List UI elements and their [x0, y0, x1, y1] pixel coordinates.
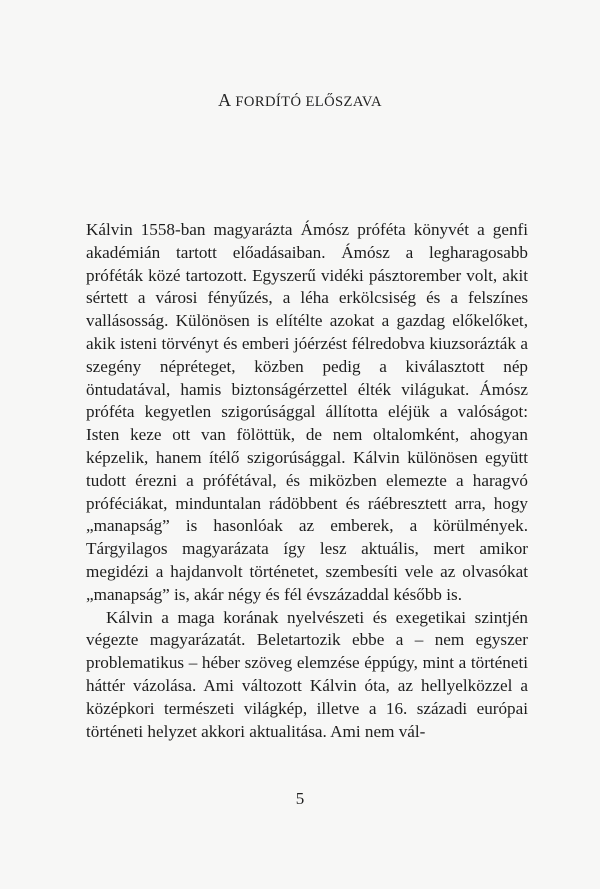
body-text — [86, 219, 528, 743]
paragraph-2: Kálvin a maga korának nyelvészeti és exegetikai szintjén végezte magyarázatát. Beletartozik ebbe a – nem egyszer problematikus – héber szöveg elemzése éppúgy, mint a történeti háttér vázolása. Ami változott Kálvin óta, az hellyelközzel a középkori természeti világkép, illetve a 16. századi európai történeti helyzet akkori aktualitása. Ami nem vál- — [86, 607, 528, 741]
paragraph-1: Kálvin 1558-ban magyarázta Ámósz próféta könyvét a genfi akadémián tartott előadásaiban. Ámósz a legharagosabb próféták közé tartozott. Egyszerű vidéki pásztorember volt, akit sértett a városi fényűzés, a léha erkölcsiség és a felszínes vallásosság. Különösen is elítélte azokat a gazdag előkelőket, akik isteni törvényt és emberi jóérzést félredobva kiuzsorázták a szegény népréteget, közben pedig a kiválasztott nép öntudatával, hamis biztonságérzettel élték világukat. Ámósz próféta kegyetlen szigorúsággal állította eléjük a valóságot: Isten keze ott van fölöttük, de nem oltalomként, ahogyan képzelik, hanem ítélő szigorúsággal. Kálvin különösen együtt tudott érezni a prófétával, és miközben elemezte a haragvó próféciákat, minduntalan rádöbbent és ráébresztett arra, hogy „manapság” is hasonlóak az emberek, a körülmények. Tárgyilagos magyarázata így lesz aktuális, mert amikor megidézi a hajdanvolt történetet, szembesíti vele az olvasókat „manapság” is, akár négy és fél évszázaddal később is. — [86, 220, 528, 604]
page-number: 5 — [295, 789, 305, 808]
chapter-title-rest: FORDÍTÓ ELŐSZAVA — [235, 94, 382, 110]
chapter-title-initial: A — [218, 90, 231, 110]
chapter-title — [0, 90, 600, 111]
